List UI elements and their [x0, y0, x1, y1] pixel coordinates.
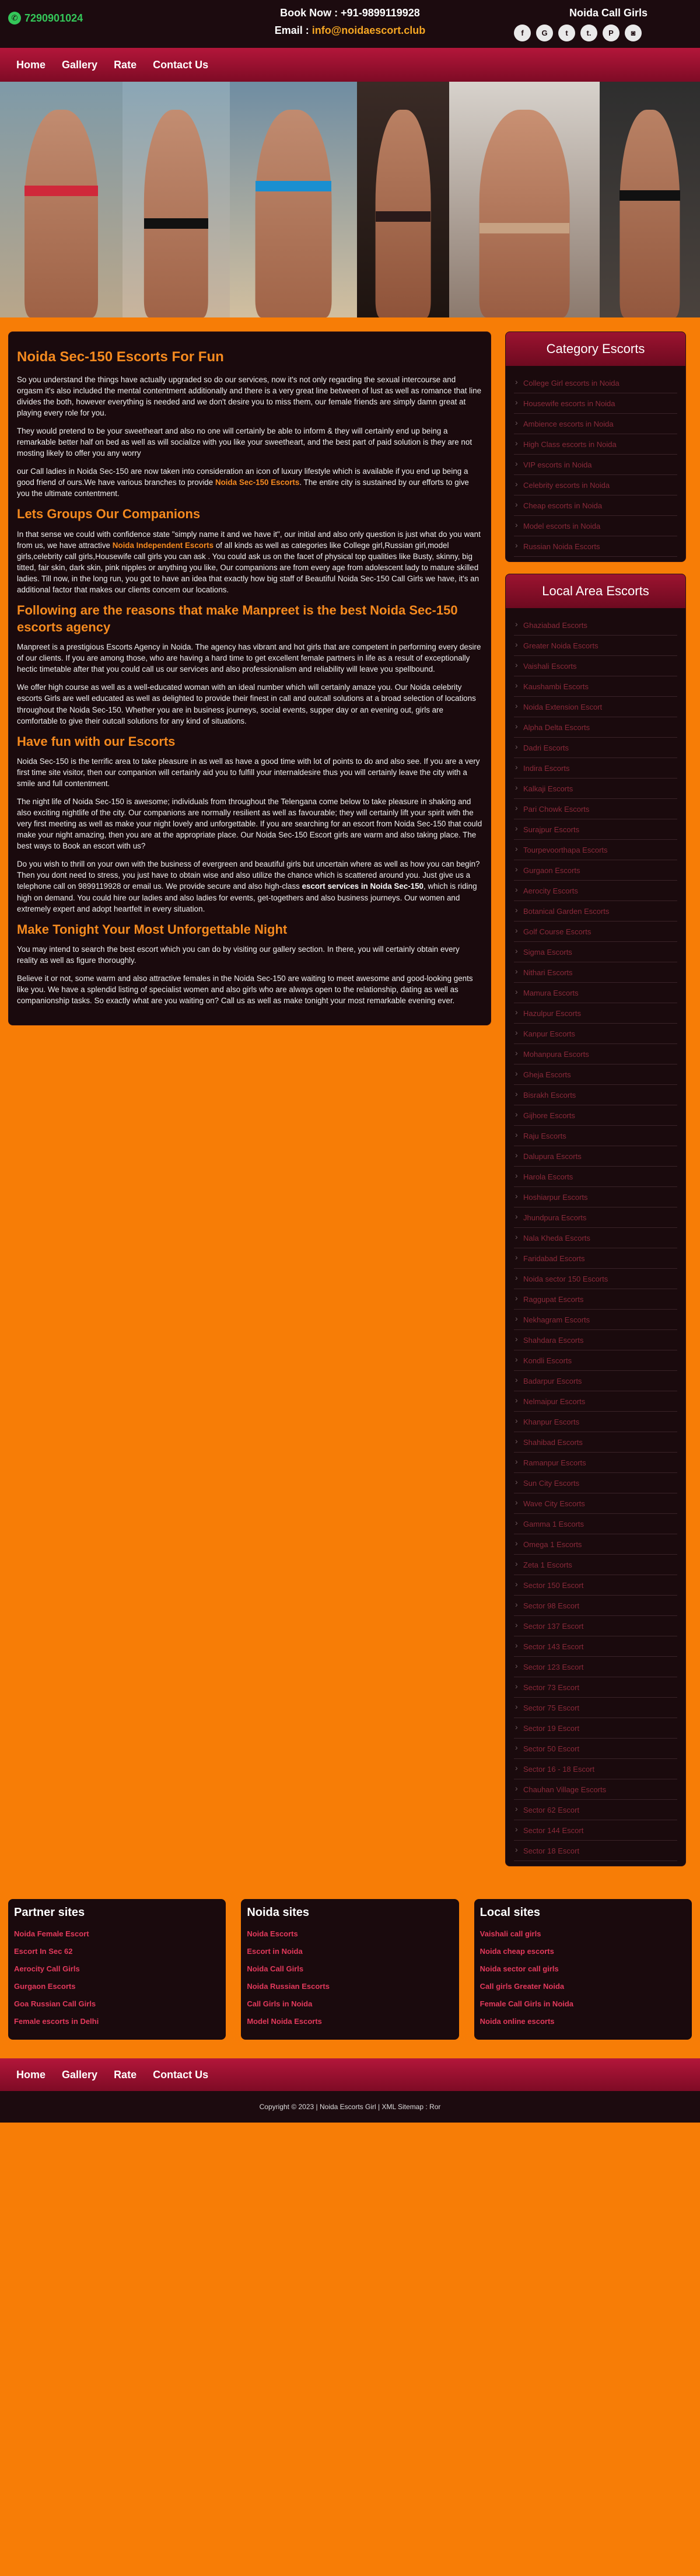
twitter-icon[interactable]: t — [558, 25, 575, 41]
page-title: Noida Sec-150 Escorts For Fun — [17, 349, 224, 365]
partner-link[interactable]: Call girls Greater Noida — [480, 1982, 565, 1991]
section-heading: Make Tonight Your Most Unforgettable Night — [17, 922, 288, 937]
footer-nav — [0, 2058, 700, 2091]
section-heading: Following are the reasons that make Manpreet is the best Noida Sec-150 escorts agency — [17, 603, 458, 634]
sidebar-link[interactable]: › Sector 75 Escort — [514, 1698, 677, 1718]
sidebar-link[interactable]: › Sector 19 Escort — [514, 1718, 677, 1739]
nav-rate[interactable]: Rate — [114, 2068, 137, 2081]
sidebar-link[interactable]: › Nithari Escorts — [514, 962, 677, 983]
hero-photo — [449, 82, 600, 317]
paragraph — [17, 858, 482, 914]
sidebar-link[interactable]: › Sector 150 Escort — [514, 1575, 677, 1596]
main-nav — [0, 48, 700, 82]
sidebar-link[interactable]: › Dadri Escorts — [514, 738, 677, 758]
sidebar-link[interactable]: › Ghaziabad Escorts — [514, 615, 677, 636]
partner-link[interactable]: Goa Russian Call Girls — [14, 1999, 96, 2008]
text: Do you wish to thrill on your own with the business of evergreen and beautiful girls but uncertain where as well as how you can begin? Then you dont need to stress, you just have to obtain wise and also utilize the chance which is scattered around you. Just give us a telephone call on 9899119928 or email us. We provide secure and also high-class — [17, 860, 480, 891]
sidebar-link[interactable]: › Gheja Escorts — [514, 1064, 677, 1085]
partner-link[interactable]: Female Call Girls in Noida — [480, 1999, 574, 2008]
sidebar-link[interactable]: › Zeta 1 Escorts — [514, 1555, 677, 1575]
sidebar-link[interactable]: › Sector 73 Escort — [514, 1677, 677, 1698]
sidebar-link[interactable]: › Gijhore Escorts — [514, 1105, 677, 1126]
area-list — [506, 608, 685, 1866]
section-heading: Lets Groups Our Companions — [17, 507, 201, 522]
paragraph: The night life of Noida Sec-150 is awesome; individuals from throughout the Telengana come below to take pleasure in shaking and also exciting nightlife of the city. Our companions are normally resilient as well as favourable; they will certainly lift your spirit with the very first meeting as well as make your night lovely and unforgettable. If you are searching for an escort from Noida Sec-150 that could make your night amazing, then you are at the appropriate place. Our Noida Sec-150 Escort girls are warm and also taking place. The best ways to Book an escort with us? — [17, 797, 482, 851]
sidebar-link[interactable]: › Sector 18 Escort — [514, 1841, 677, 1861]
hero-photo — [0, 82, 123, 317]
sidebar-link[interactable]: › Sun City Escorts — [514, 1473, 677, 1493]
sidebar-link[interactable]: › Badarpur Escorts — [514, 1371, 677, 1391]
book-now-phone[interactable]: Book Now : +91-9899119928 — [280, 7, 420, 19]
paragraph: They would pretend to be your sweetheart and also no one will certainly be able to inform & they will certainly end up being a remarkable better half on bed as well as will socialize with you like your sweetheart, and the best part of paid solution is they are not mosting likely to offer you any worry — [17, 427, 473, 458]
partner-link[interactable]: Noida online escorts — [480, 2017, 555, 2026]
paragraph — [17, 466, 482, 499]
partner-link[interactable]: Gurgaon Escorts — [14, 1982, 76, 1991]
sidebar-link[interactable]: › Model escorts in Noida — [514, 516, 677, 536]
partner-link[interactable]: Aerocity Call Girls — [14, 1964, 80, 1973]
sidebar-link[interactable]: › Faridabad Escorts — [514, 1248, 677, 1269]
sidebar-link[interactable]: › Sector 16 - 18 Escort — [514, 1759, 677, 1779]
sidebar-link[interactable]: › Raggupat Escorts — [514, 1289, 677, 1310]
partner-link[interactable]: Vaishali call girls — [480, 1929, 541, 1938]
text: In that sense we could with confidence state "simply name it and we have it", our initial and also only question is just what do you want from us, we have attractive — [17, 529, 481, 550]
sidebar — [505, 331, 686, 1866]
sidebar-link[interactable]: › Sector 144 Escort — [514, 1820, 677, 1841]
text: . The entire city is sustained by our efforts to give you the ultimate contentment. — [17, 478, 469, 498]
sidebar-link[interactable]: › Surajpur Escorts — [514, 819, 677, 840]
sidebar-link[interactable]: › Sector 143 Escort — [514, 1636, 677, 1657]
sidebar-link[interactable]: › Shahibad Escorts — [514, 1432, 677, 1453]
partner-link[interactable]: Noida Call Girls — [247, 1964, 304, 1973]
sidebar-link[interactable]: › Harola Escorts — [514, 1167, 677, 1187]
bold-text: escort services in Noida Sec-150 — [302, 882, 424, 891]
sidebar-link[interactable]: › Mamura Escorts — [514, 983, 677, 1003]
partner-sections — [0, 1890, 700, 2058]
sidebar-link[interactable]: › Housewife escorts in Noida — [514, 393, 677, 414]
email-address[interactable]: info@noidaescort.club — [312, 25, 426, 36]
paragraph — [17, 529, 482, 595]
text: of all kinds as well as categories like College girl,Russian girl,model girls,celebrity call girls,Housewife call girls you can ask . You could ask us on the facet of physical top qualities like Busty, skinny, big titted, fair skin, dark skin, pink nipples or anything you like, Our companions are from every age from adolescent lady to mature skilled ladies. Till now, in the long run, you got to have an idea that exactly how big staff of Beautiful Noida Sec-150 Call Girls we have, it's an additional factor that makes our clients concern our locations. — [17, 541, 480, 595]
paragraph: We offer high course as well as a well-educated woman with an ideal number which will certainly amaze you. Our Noida celebrity escorts Girls are well educated as well as delighted to provide their finest in call and outcall solutions at a broad selection of locations throughout the Noida Sec-150. Whether you are in business journeys, social events, supper day or an evening out, girls are comfortable to give their outcall solutions for any kind of situations. — [17, 683, 476, 725]
category-widget — [505, 331, 686, 562]
partner-link[interactable]: Noida Russian Escorts — [247, 1982, 330, 1991]
sidebar-link[interactable]: › Raju Escorts — [514, 1126, 677, 1146]
hero-banner — [0, 82, 700, 317]
sidebar-link[interactable]: › Gamma 1 Escorts — [514, 1514, 677, 1534]
sidebar-link[interactable]: › Nelmaipur Escorts — [514, 1391, 677, 1412]
nav-rate[interactable]: Rate — [114, 58, 137, 71]
paragraph: Noida Sec-150 is the terrific area to take pleasure in as well as have a good time with lot of points to do and also see. If you are a very first time site visitor, then our companion will certainly aid you to fulfill your internaldesire thus you will certainly leave the city with a smile and full contentment. — [17, 757, 480, 788]
sidebar-link[interactable]: › Dalupura Escorts — [514, 1146, 677, 1167]
sidebar-link[interactable]: › Sector 50 Escort — [514, 1739, 677, 1759]
partner-link[interactable]: Model Noida Escorts — [247, 2017, 322, 2026]
sidebar-link[interactable]: › Kaushambi Escorts — [514, 676, 677, 697]
sidebar-link[interactable]: › Botanical Garden Escorts — [514, 901, 677, 922]
email-label: Email : — [274, 25, 309, 36]
tumblr-icon[interactable]: t. — [580, 25, 597, 41]
partner-link[interactable]: Escort in Noida — [247, 1947, 303, 1956]
instagram-icon[interactable]: ◙ — [625, 25, 642, 41]
sidebar-link[interactable]: › Alpha Delta Escorts — [514, 717, 677, 738]
sidebar-link[interactable]: › Kondli Escorts — [514, 1350, 677, 1371]
paragraph: Manpreet is a prestigious Escorts Agency in Noida. The agency has vibrant and hot girls that are competent in performing every desire of our clients. If you are among those, who are having a hard time to get excellent female partners in life as a result of exceptionally hectic timetable after that you could call us our services and also professionalism and reliability will leave you spellbound. — [17, 643, 481, 674]
sidebar-link[interactable]: › Cheap escorts in Noida — [514, 495, 677, 516]
partner-box-title: Partner sites — [14, 1906, 85, 1919]
hero-photo — [600, 82, 700, 317]
nav-home[interactable]: Home — [16, 2068, 46, 2081]
sidebar-link[interactable]: › Golf Course Escorts — [514, 922, 677, 942]
sidebar-link[interactable]: › Omega 1 Escorts — [514, 1534, 677, 1555]
text: , which is riding high on demand. You could hire our ladies and also ladies for events, get-togethers and also business journeys. Our women and extremely expert and adopt heartfelt in every situation. — [17, 882, 477, 913]
sidebar-link[interactable]: › Celebrity escorts in Noida — [514, 475, 677, 495]
section-heading: Have fun with our Escorts — [17, 734, 176, 749]
inline-link[interactable]: Noida Sec-150 Escorts — [215, 478, 300, 487]
sidebar-link[interactable]: › Bisrakh Escorts — [514, 1085, 677, 1105]
partner-link[interactable]: Noida cheap escorts — [480, 1947, 554, 1956]
sidebar-link[interactable]: › Gurgaon Escorts — [514, 860, 677, 881]
sidebar-link[interactable]: › Sector 123 Escort — [514, 1657, 677, 1677]
facebook-icon[interactable]: f — [514, 25, 531, 41]
sidebar-link[interactable]: › High Class escorts in Noida — [514, 434, 677, 455]
nav-gallery[interactable]: Gallery — [62, 58, 98, 71]
sidebar-link[interactable]: › Wave City Escorts — [514, 1493, 677, 1514]
partner-link[interactable]: Escort In Sec 62 — [14, 1947, 73, 1956]
copyright: Copyright © 2023 | Noida Escorts Girl | XML Sitemap : Ror — [259, 2103, 441, 2111]
text: our Call ladies in Noida Sec-150 are now taken into consideration an icon of luxury lifestyle which is available if you end up being a good friend of ours.We have various branches to provide — [17, 467, 468, 487]
sidebar-link[interactable]: › Kanpur Escorts — [514, 1024, 677, 1044]
nav-contact[interactable]: Contact Us — [153, 58, 209, 71]
hero-photo — [357, 82, 449, 317]
whatsapp-number[interactable]: 7290901024 — [24, 12, 83, 24]
partner-box-title: Noida sites — [247, 1906, 310, 1919]
sidebar-link[interactable]: › Chauhan Village Escorts — [514, 1779, 677, 1800]
sidebar-link[interactable]: › College Girl escorts in Noida — [514, 373, 677, 393]
sidebar-link[interactable]: › Sector 62 Escort — [514, 1800, 677, 1820]
sidebar-link[interactable]: › Nala Kheda Escorts — [514, 1228, 677, 1248]
sidebar-link[interactable]: › Sector 98 Escort — [514, 1596, 677, 1616]
category-list — [506, 366, 685, 561]
sidebar-link[interactable]: › Aerocity Escorts — [514, 881, 677, 901]
sidebar-link[interactable]: › Tourpevoorthapa Escorts — [514, 840, 677, 860]
sidebar-link[interactable]: › Noida Extension Escort — [514, 697, 677, 717]
main-wrap — [0, 317, 700, 1890]
sidebar-link[interactable]: › Indira Escorts — [514, 758, 677, 779]
sidebar-link[interactable]: › Khanpur Escorts — [514, 1412, 677, 1432]
partner-link[interactable]: Noida Female Escort — [14, 1929, 89, 1938]
sidebar-link[interactable]: › Nekhagram Escorts — [514, 1310, 677, 1330]
sidebar-link[interactable]: › Greater Noida Escorts — [514, 636, 677, 656]
sidebar-link[interactable]: › Shahdara Escorts — [514, 1330, 677, 1350]
nav-home[interactable]: Home — [16, 58, 46, 71]
nav-contact[interactable]: Contact Us — [153, 2068, 209, 2081]
sidebar-link[interactable]: › Ramanpur Escorts — [514, 1453, 677, 1473]
sidebar-link[interactable]: › Jhundpura Escorts — [514, 1207, 677, 1228]
sidebar-link[interactable]: › Sector 137 Escort — [514, 1616, 677, 1636]
social-links — [514, 25, 642, 41]
sidebar-link[interactable]: › Ambience escorts in Noida — [514, 414, 677, 434]
pinterest-icon[interactable]: P — [603, 25, 620, 41]
inline-link[interactable]: Noida Independent Escorts — [112, 541, 214, 550]
hero-photo — [123, 82, 230, 317]
partner-link[interactable]: Call Girls in Noida — [247, 1999, 313, 2008]
sidebar-link[interactable]: › Vaishali Escorts — [514, 656, 677, 676]
partner-link[interactable]: Female escorts in Delhi — [14, 2017, 99, 2026]
sidebar-link[interactable]: › Hazulpur Escorts — [514, 1003, 677, 1024]
whatsapp-icon: ✆ — [8, 12, 21, 25]
hero-photo — [230, 82, 357, 317]
partner-box — [8, 1899, 226, 2040]
sidebar-link[interactable]: › Hoshiarpur Escorts — [514, 1187, 677, 1207]
nav-gallery[interactable]: Gallery — [62, 2068, 98, 2081]
site-brand: Noida Call Girls — [569, 7, 648, 19]
paragraph: You may intend to search the best escort which you can do by visiting our gallery section. In there, you will certainly obtain every reality as well as figure thoroughly. — [17, 945, 460, 965]
widget-title: Category Escorts — [506, 332, 685, 366]
sidebar-link[interactable]: › Mohanpura Escorts — [514, 1044, 677, 1064]
sidebar-link[interactable]: › Sigma Escorts — [514, 942, 677, 962]
widget-title: Local Area Escorts — [506, 574, 685, 608]
sidebar-link[interactable]: › Russian Noida Escorts — [514, 536, 677, 557]
partner-link[interactable]: Noida sector call girls — [480, 1964, 559, 1973]
paragraph: So you understand the things have actually upgraded so do our services, now it's not only regarding the sexual intercourse and orgasm it's also included the mental contentment additionally and there is a very great line between of lust as well as romance that line divides the both, however everything is needed and we don't desire you to miss them, our female friends are simply damn great at playing every role for you. — [17, 375, 482, 418]
area-widget — [505, 574, 686, 1866]
footer — [0, 2091, 700, 2123]
partner-box — [241, 1899, 459, 2040]
paragraph: Believe it or not, some warm and also attractive females in the Noida Sec-150 are waiting to meet awesome and good-looking gents like you. We have a splendid listing of specialist women and also girls who are always open to the relationship, dating as well as companionship tasks. So exactly what are you waiting on? Call us as well as make tonight your most remarkable evening ever. — [17, 974, 473, 1006]
sidebar-link[interactable]: › Kalkaji Escorts — [514, 779, 677, 799]
sidebar-link[interactable]: › VIP escorts in Noida — [514, 455, 677, 475]
sidebar-link[interactable]: › Pari Chowk Escorts — [514, 799, 677, 819]
sidebar-link[interactable]: › Noida sector 150 Escorts — [514, 1269, 677, 1289]
main-content — [8, 331, 491, 1025]
google-icon[interactable]: G — [536, 25, 553, 41]
top-bar — [0, 0, 700, 48]
partner-link[interactable]: Noida Escorts — [247, 1929, 298, 1938]
partner-box — [474, 1899, 692, 2040]
partner-box-title: Local sites — [480, 1906, 541, 1919]
